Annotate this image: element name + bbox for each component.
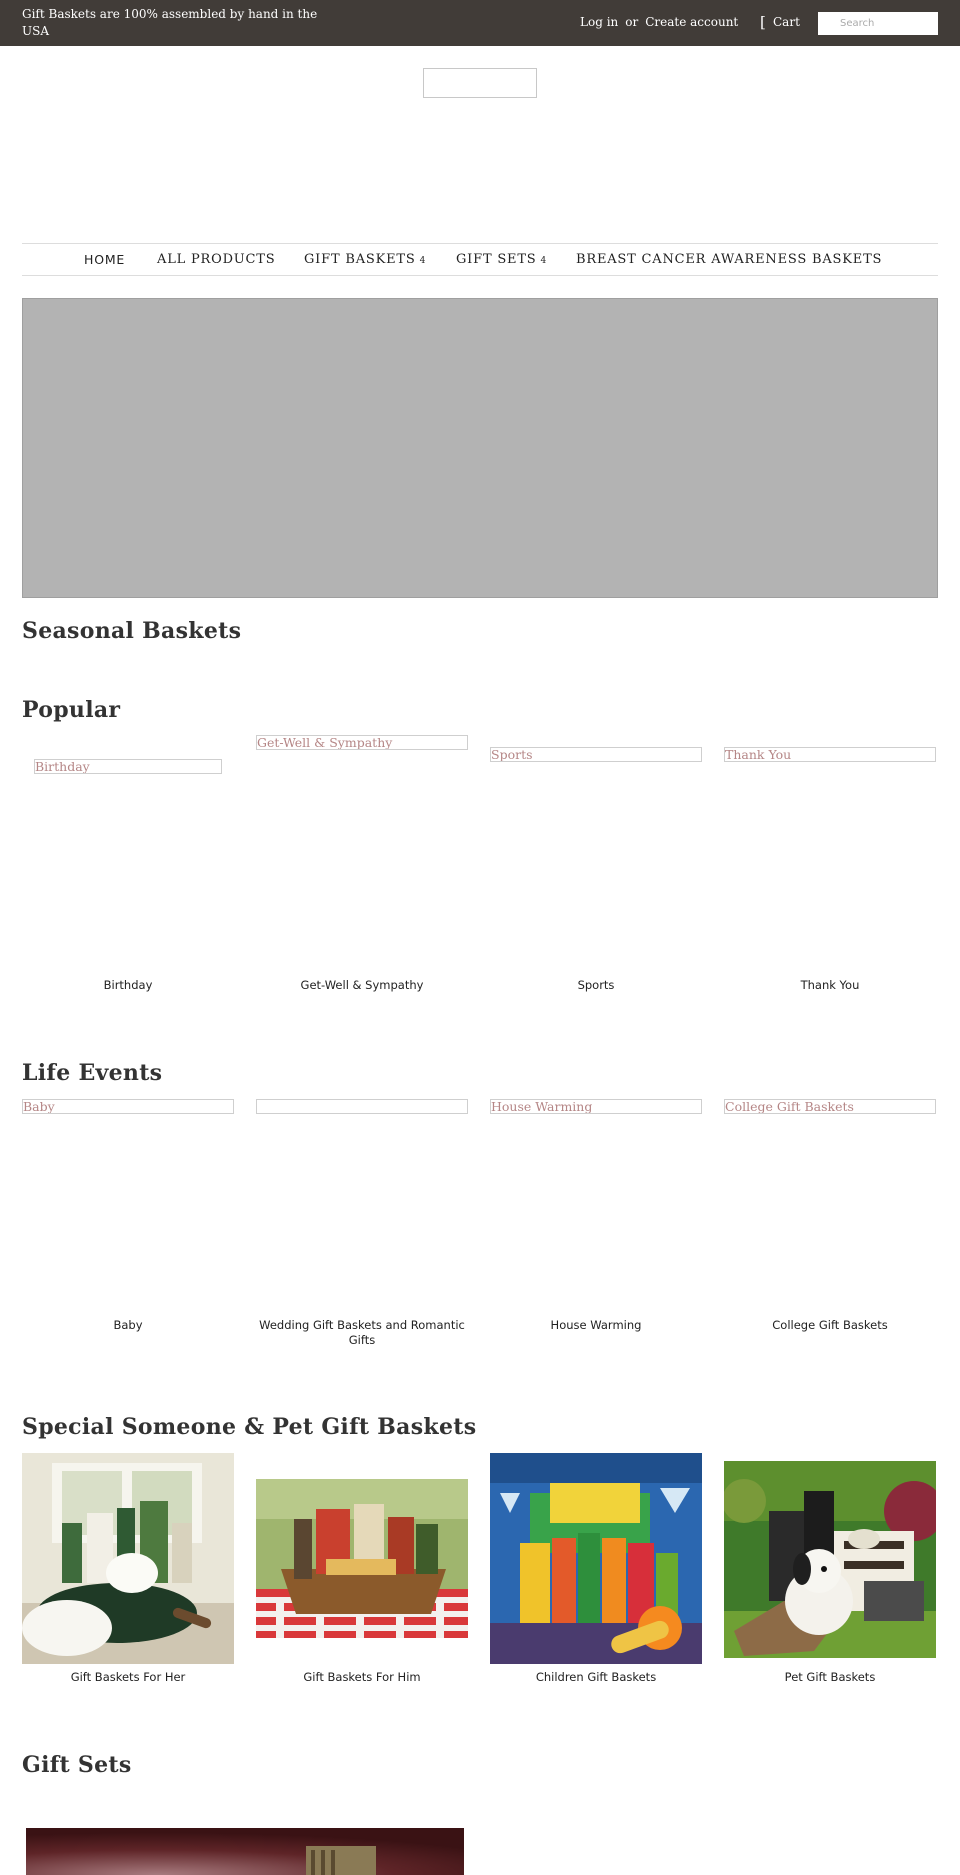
- product-title-thank-you[interactable]: Thank You: [800, 978, 860, 992]
- account-links: [580, 15, 738, 29]
- product-title-for-her[interactable]: Gift Baskets For Her: [70, 1670, 186, 1684]
- hero-banner[interactable]: [22, 298, 938, 598]
- product-image-gift-set[interactable]: [26, 1828, 464, 1875]
- product-title-wedding[interactable]: Wedding Gift Baskets and Romantic Gifts: [259, 1318, 465, 1347]
- cart-icon[interactable]: [: [760, 13, 766, 31]
- nav-item-gift-baskets-label: GIFT BASKETS: [304, 252, 416, 267]
- section-title-special: Special Someone & Pet Gift Baskets: [22, 1414, 477, 1440]
- chevron-down-icon: 4: [419, 256, 427, 266]
- store-logo[interactable]: [423, 68, 537, 98]
- section-title-gift-sets: Gift Sets: [22, 1752, 132, 1778]
- section-title-life-events: Life Events: [22, 1060, 163, 1086]
- product-image-thank-you[interactable]: Thank You: [724, 747, 936, 762]
- section-title-seasonal: Seasonal Baskets: [22, 618, 242, 644]
- product-title-get-well[interactable]: Get-Well & Sympathy: [300, 978, 424, 992]
- product-image-college[interactable]: College Gift Baskets: [724, 1099, 936, 1114]
- product-title-children[interactable]: Children Gift Baskets: [535, 1670, 657, 1684]
- login-link[interactable]: Log in: [580, 15, 619, 29]
- product-image-children[interactable]: [490, 1453, 702, 1664]
- nav-item-breast-cancer[interactable]: BREAST CANCER AWARENESS BASKETS: [576, 252, 883, 267]
- product-title-for-him[interactable]: Gift Baskets For Him: [303, 1670, 421, 1684]
- product-image-baby[interactable]: Baby: [22, 1099, 234, 1114]
- section-title-popular: Popular: [22, 697, 121, 723]
- product-image-sports[interactable]: Sports: [490, 747, 702, 762]
- product-image-for-her[interactable]: [22, 1453, 234, 1664]
- product-image-pet[interactable]: [724, 1461, 936, 1658]
- product-image-for-him[interactable]: [256, 1479, 468, 1638]
- nav-item-all-products[interactable]: ALL PRODUCTS: [157, 252, 276, 267]
- product-title-sports[interactable]: Sports: [577, 978, 615, 992]
- cart-count: s: [826, 24, 831, 34]
- top-bar: [0, 0, 960, 46]
- product-title-house-warming[interactable]: House Warming: [550, 1318, 642, 1332]
- nav-item-gift-sets-label: GIFT SETS: [456, 252, 537, 267]
- product-image-house-warming[interactable]: House Warming: [490, 1099, 702, 1114]
- main-nav: [22, 243, 938, 276]
- search-input[interactable]: [818, 12, 938, 35]
- or-text: or: [625, 15, 639, 29]
- product-image-birthday[interactable]: Birthday: [34, 759, 222, 774]
- product-image-get-well[interactable]: Get-Well & Sympathy: [256, 735, 468, 750]
- nav-item-home[interactable]: HOME: [84, 252, 126, 267]
- announcement-text: Gift Baskets are 100% assembled by hand in the USA: [22, 7, 318, 38]
- product-title-pet[interactable]: Pet Gift Baskets: [784, 1670, 876, 1684]
- product-image-wedding[interactable]: [256, 1099, 468, 1114]
- chevron-down-icon: 4: [540, 256, 548, 266]
- cart-link[interactable]: Cart: [773, 15, 800, 29]
- create-account-link[interactable]: Create account: [645, 15, 739, 29]
- product-title-baby[interactable]: Baby: [113, 1318, 143, 1332]
- nav-item-gift-sets[interactable]: [456, 252, 547, 267]
- nav-item-gift-baskets[interactable]: [304, 252, 426, 267]
- product-title-college[interactable]: College Gift Baskets: [772, 1318, 888, 1332]
- product-title-birthday[interactable]: Birthday: [103, 978, 153, 992]
